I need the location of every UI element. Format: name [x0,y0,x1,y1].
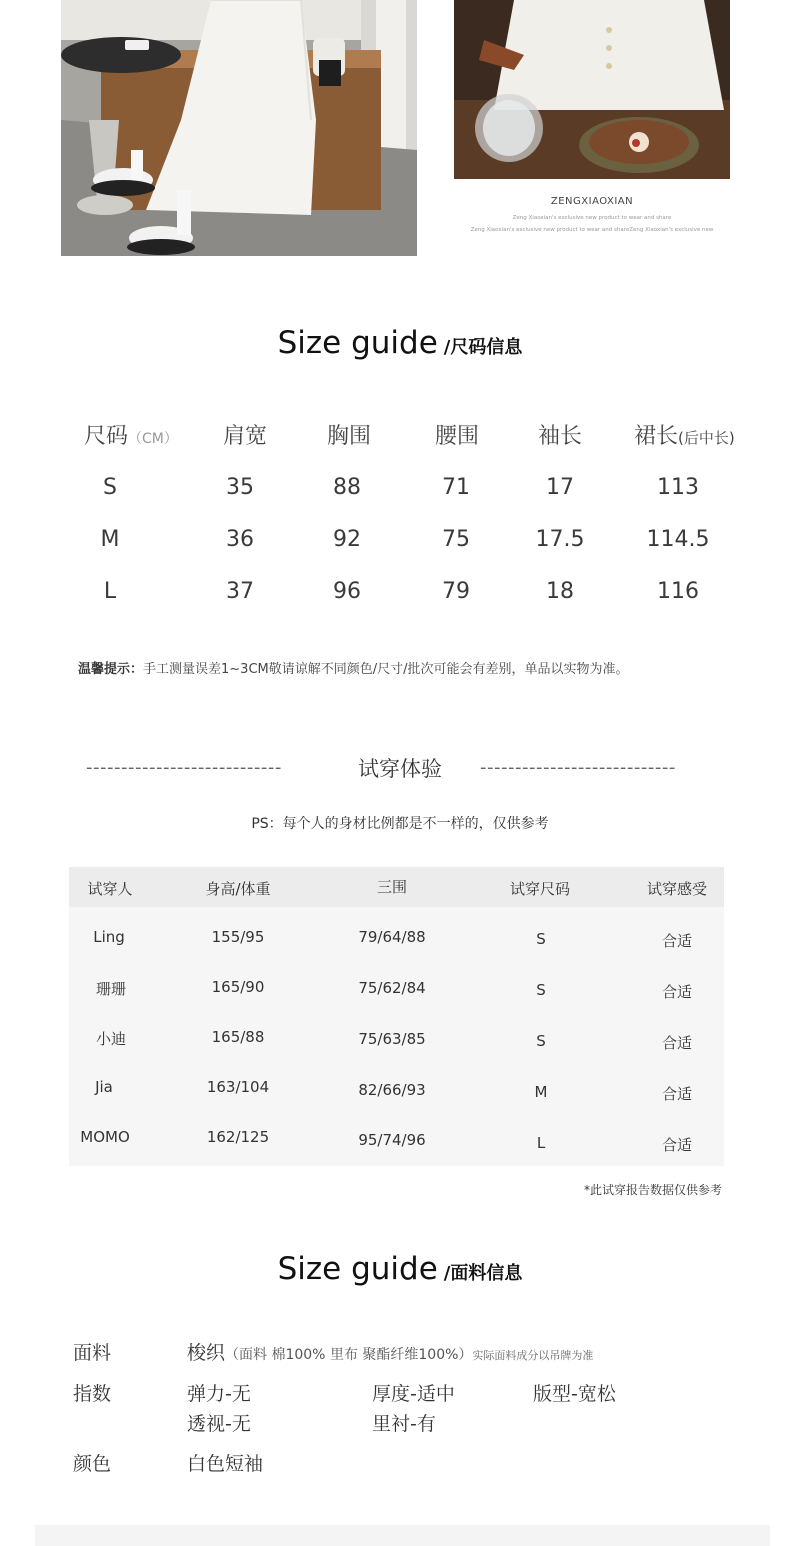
col-feeling: 试穿感受 [646,880,707,898]
col-sleeve: 袖长 [537,424,582,449]
bust-value: 88 [333,475,361,500]
waist-value: 71 [442,475,470,500]
unit-cm: （CM） [128,431,178,447]
sleeve-value: 17.5 [535,527,585,552]
fabric-heading [0,1251,800,1287]
measurements: 75/62/84 [358,979,426,997]
elasticity: 弹力-无 [187,1383,251,1405]
measurements: 79/64/88 [358,928,426,946]
divider-right: ---------------------------- [480,757,676,778]
material-main: 梭织 [187,1342,226,1364]
height-weight: 165/88 [211,1028,265,1046]
tried-size: S [536,981,546,999]
measurements: 75/63/85 [358,1030,426,1048]
fabric-title-cn: /面料信息 [443,1263,523,1284]
sleeve-value: 17 [546,475,574,500]
shoulder-value: 36 [226,527,254,552]
measurements: 82/66/93 [358,1081,426,1099]
height-weight: 163/104 [206,1078,270,1096]
feeling: 合适 [661,1136,692,1154]
size-guide-title-cn: /尺码信息 [443,337,523,358]
product-photo-right [454,0,730,179]
tip-label: 温馨提示： [78,662,144,677]
bust-value: 92 [333,527,361,552]
lining: 里衬-有 [372,1413,436,1435]
height-weight: 162/125 [206,1128,270,1146]
waist-value: 79 [442,579,470,604]
col-shoulder: 肩宽 [222,424,267,449]
measurements: 95/74/96 [358,1131,426,1149]
model-photo-illustration [61,0,417,256]
fabric-title-en: Size guide [277,1251,438,1287]
material-label: 面料 [73,1342,112,1364]
try-on-footnote: *此试穿报告数据仅供参考 [583,1183,722,1197]
feeling: 合适 [661,983,692,1001]
material-note: 实际面料成分以吊牌为准 [472,1349,594,1362]
col-skirt-length: 裙长(后中长) [634,424,735,449]
size-label: S [103,475,117,500]
waist-value: 75 [442,527,470,552]
tester-name: MOMO [80,1128,130,1146]
material-value [187,1338,593,1365]
brand-name: ZENGXIAOXIAN [550,196,634,207]
bust-value: 96 [333,579,361,604]
tester-name: Ling [93,928,125,946]
try-on-ps: PS：每个人的身材比例都是不一样的，仅供参考 [251,816,549,832]
skirt-length-note: (后中长) [678,429,735,447]
product-photo-left [61,0,417,256]
skirt-value: 113 [657,475,699,500]
size-label: M [100,527,120,552]
col-tester: 试穿人 [87,880,133,898]
brand-tagline-repeat: Zeng Xiaoxian's exclusive new product to wear and shareZeng Xiaoxian's exclusive new [470,227,714,233]
shoulder-value: 37 [226,579,254,604]
sleeve-value: 18 [546,579,574,604]
try-on-title: 试穿体验 [358,757,442,781]
tried-size: M [534,1083,548,1101]
col-tried-size: 试穿尺码 [509,880,570,898]
transparency: 透视-无 [187,1413,251,1435]
tried-size: S [536,1032,546,1050]
skirt-value: 116 [657,579,699,604]
height-weight: 165/90 [211,978,265,996]
detail-photo-illustration [454,0,730,179]
size-guide-heading [0,325,800,361]
fit-type: 版型-宽松 [533,1383,616,1405]
thickness: 厚度-适中 [372,1383,455,1405]
tester-name: Jia [95,1078,113,1096]
height-weight: 155/95 [211,928,265,946]
feeling: 合适 [661,932,692,950]
divider-left: ---------------------------- [86,757,282,778]
index-label: 指数 [73,1383,112,1405]
col-size: 尺码（CM） [84,424,178,449]
size-label: L [103,579,117,604]
tried-size: L [536,1134,546,1152]
col-waist: 腰围 [434,424,479,449]
col-measurements: 三围 [376,878,407,896]
color-value: 白色短袖 [187,1453,264,1475]
tried-size: S [536,930,546,948]
col-bust: 胸围 [326,424,371,449]
shoulder-value: 35 [226,475,254,500]
feeling: 合适 [661,1085,692,1103]
tip-text: 手工测量误差1~3CM敬请谅解不同颜色/尺寸/批次可能会有差别，单品以实物为准。 [143,662,629,677]
col-height-weight: 身高/体重 [205,880,271,898]
feeling: 合适 [661,1034,692,1052]
size-guide-title-en: Size guide [277,325,438,361]
color-label: 颜色 [73,1453,112,1475]
tester-name: 珊珊 [95,980,126,998]
tester-name: 小迪 [95,1030,126,1048]
material-detail: （面料 棉100% 里布 聚酯纤维100%） [225,1347,473,1363]
measurement-tip [78,658,629,677]
brand-tagline: Zeng Xiaoxian's exclusive new product to wear and share [512,215,672,221]
bottom-strip [35,1525,770,1546]
skirt-value: 114.5 [646,527,710,552]
